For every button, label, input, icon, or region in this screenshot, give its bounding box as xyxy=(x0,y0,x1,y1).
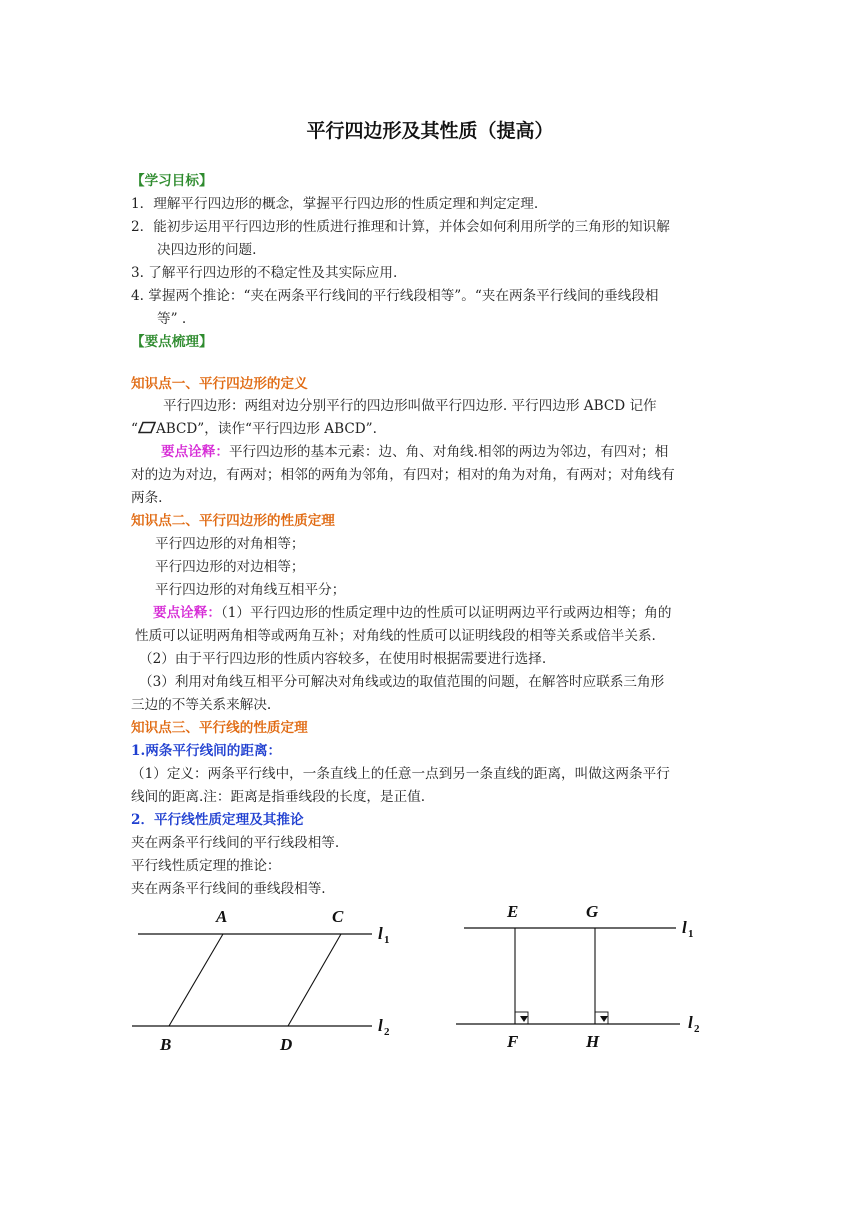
kp3-sub1-line2: 线间的距离.注：距离是指垂线段的长度，是正值. xyxy=(131,789,426,805)
label-l1-sub: 1 xyxy=(384,934,390,946)
kp1-def-line1: 平行四边形：两组对边分别平行的四边形叫做平行四边形. 平行四边形 ABCD 记作 xyxy=(163,398,657,414)
label-B: B xyxy=(160,1035,172,1054)
kp1-note-label: 要点诠释： xyxy=(161,444,229,460)
kp2-note-label: 要点诠释： xyxy=(153,605,221,621)
summary-heading: 【要点梳理】 xyxy=(131,334,213,350)
segment-AB xyxy=(169,934,223,1026)
kp1-note-line1 xyxy=(161,441,668,464)
figure-parallel-segments xyxy=(120,895,420,1065)
kp3-sub2-line1: 夹在两条平行线间的平行线段相等. xyxy=(131,835,340,851)
label-l1: l xyxy=(682,918,687,937)
kp2-prop-2: 平行四边形的对边相等； xyxy=(155,559,305,575)
goal-item-4: 4. 掌握两个推论：“夹在两条平行线间的平行线段相等”。“夹在两条平行线间的垂线段相 xyxy=(131,288,659,304)
kp1-def-line2-text: ABCD”，读作“平行四边形 ABCD”. xyxy=(155,421,377,437)
kp2-note1-line2: 性质可以证明两角相等或两角互补；对角线的性质可以证明线段的相等关系或倍半关系. xyxy=(135,628,656,644)
goal-item-1: 1．理解平行四边形的概念，掌握平行四边形的性质定理和判定定理. xyxy=(131,196,539,212)
page-title: 平行四边形及其性质（提高） xyxy=(306,120,554,142)
goal-item-4-cont: 等” . xyxy=(157,311,187,327)
label-l2-sub: 2 xyxy=(384,1026,390,1038)
goal-item-3: 3. 了解平行四边形的不稳定性及其实际应用. xyxy=(131,265,398,281)
kp2-note3-line2: 三边的不等关系来解决. xyxy=(131,697,272,713)
label-H: H xyxy=(586,1032,600,1051)
kp3-sub2-line2: 平行线性质定理的推论： xyxy=(131,858,281,874)
kp2-prop-3: 平行四边形的对角线互相平分； xyxy=(155,582,346,598)
kp3-sub2-line3: 夹在两条平行线间的垂线段相等. xyxy=(131,881,326,897)
label-F: F xyxy=(507,1032,519,1051)
segment-CD xyxy=(288,934,341,1026)
kp3-sub2-heading: 2．平行线性质定理及其推论 xyxy=(131,812,304,828)
kp3-heading: 知识点三、平行线的性质定理 xyxy=(131,720,308,736)
label-l2: l xyxy=(378,1016,383,1035)
kp2-note1-text: （1）平行四边形的性质定理中边的性质可以证明两边平行或两边相等；角的 xyxy=(220,605,672,621)
kp2-note3-line1: （3）利用对角线互相平分可解决对角线或边的取值范围的问题，在解答时应联系三角形 xyxy=(139,674,665,690)
parallelogram-symbol-icon xyxy=(138,419,156,432)
goal-item-2-cont: 决四边形的问题. xyxy=(157,242,257,258)
label-G: G xyxy=(586,902,599,921)
kp3-sub1-line1: （1）定义：两条平行线中，一条直线上的任意一点到另一条直线的距离，叫做这两条平行 xyxy=(131,766,670,782)
kp2-note2: （2）由于平行四边形的性质内容较多，在使用时根据需要进行选择. xyxy=(139,651,547,667)
kp1-note-line2: 对的边为对边，有两对；相邻的两角为邻角，有四对；相对的角为对角，有两对；对角线有 xyxy=(131,467,675,483)
kp2-heading: 知识点二、平行四边形的性质定理 xyxy=(131,513,335,529)
kp1-note-line3: 两条. xyxy=(131,490,163,506)
label-C: C xyxy=(332,907,344,926)
kp1-def-line2 xyxy=(131,418,377,441)
label-A: A xyxy=(216,907,228,926)
kp1-note-text: 平行四边形的基本元素：边、角、对角线.相邻的两边为邻边，有四对；相 xyxy=(228,444,669,460)
kp1-def-quote-open: “ xyxy=(131,421,138,437)
kp2-note1-line1 xyxy=(153,602,671,625)
goal-item-2: 2．能初步运用平行四边形的性质进行推理和计算，并体会如何利用所学的三角形的知识解 xyxy=(131,219,670,235)
label-l1: l xyxy=(378,924,383,943)
kp1-heading: 知识点一、平行四边形的定义 xyxy=(131,376,308,392)
goals-heading: 【学习目标】 xyxy=(131,173,213,189)
label-l2: l xyxy=(688,1013,693,1032)
kp2-prop-1: 平行四边形的对角相等； xyxy=(155,536,305,552)
label-l1-sub: 1 xyxy=(688,928,694,940)
label-D: D xyxy=(280,1035,293,1054)
label-l2-sub: 2 xyxy=(694,1023,700,1035)
label-E: E xyxy=(507,902,519,921)
kp3-sub1-heading: 1.两条平行线间的距离： xyxy=(131,743,282,759)
figure-perpendicular-segments xyxy=(450,895,720,1065)
